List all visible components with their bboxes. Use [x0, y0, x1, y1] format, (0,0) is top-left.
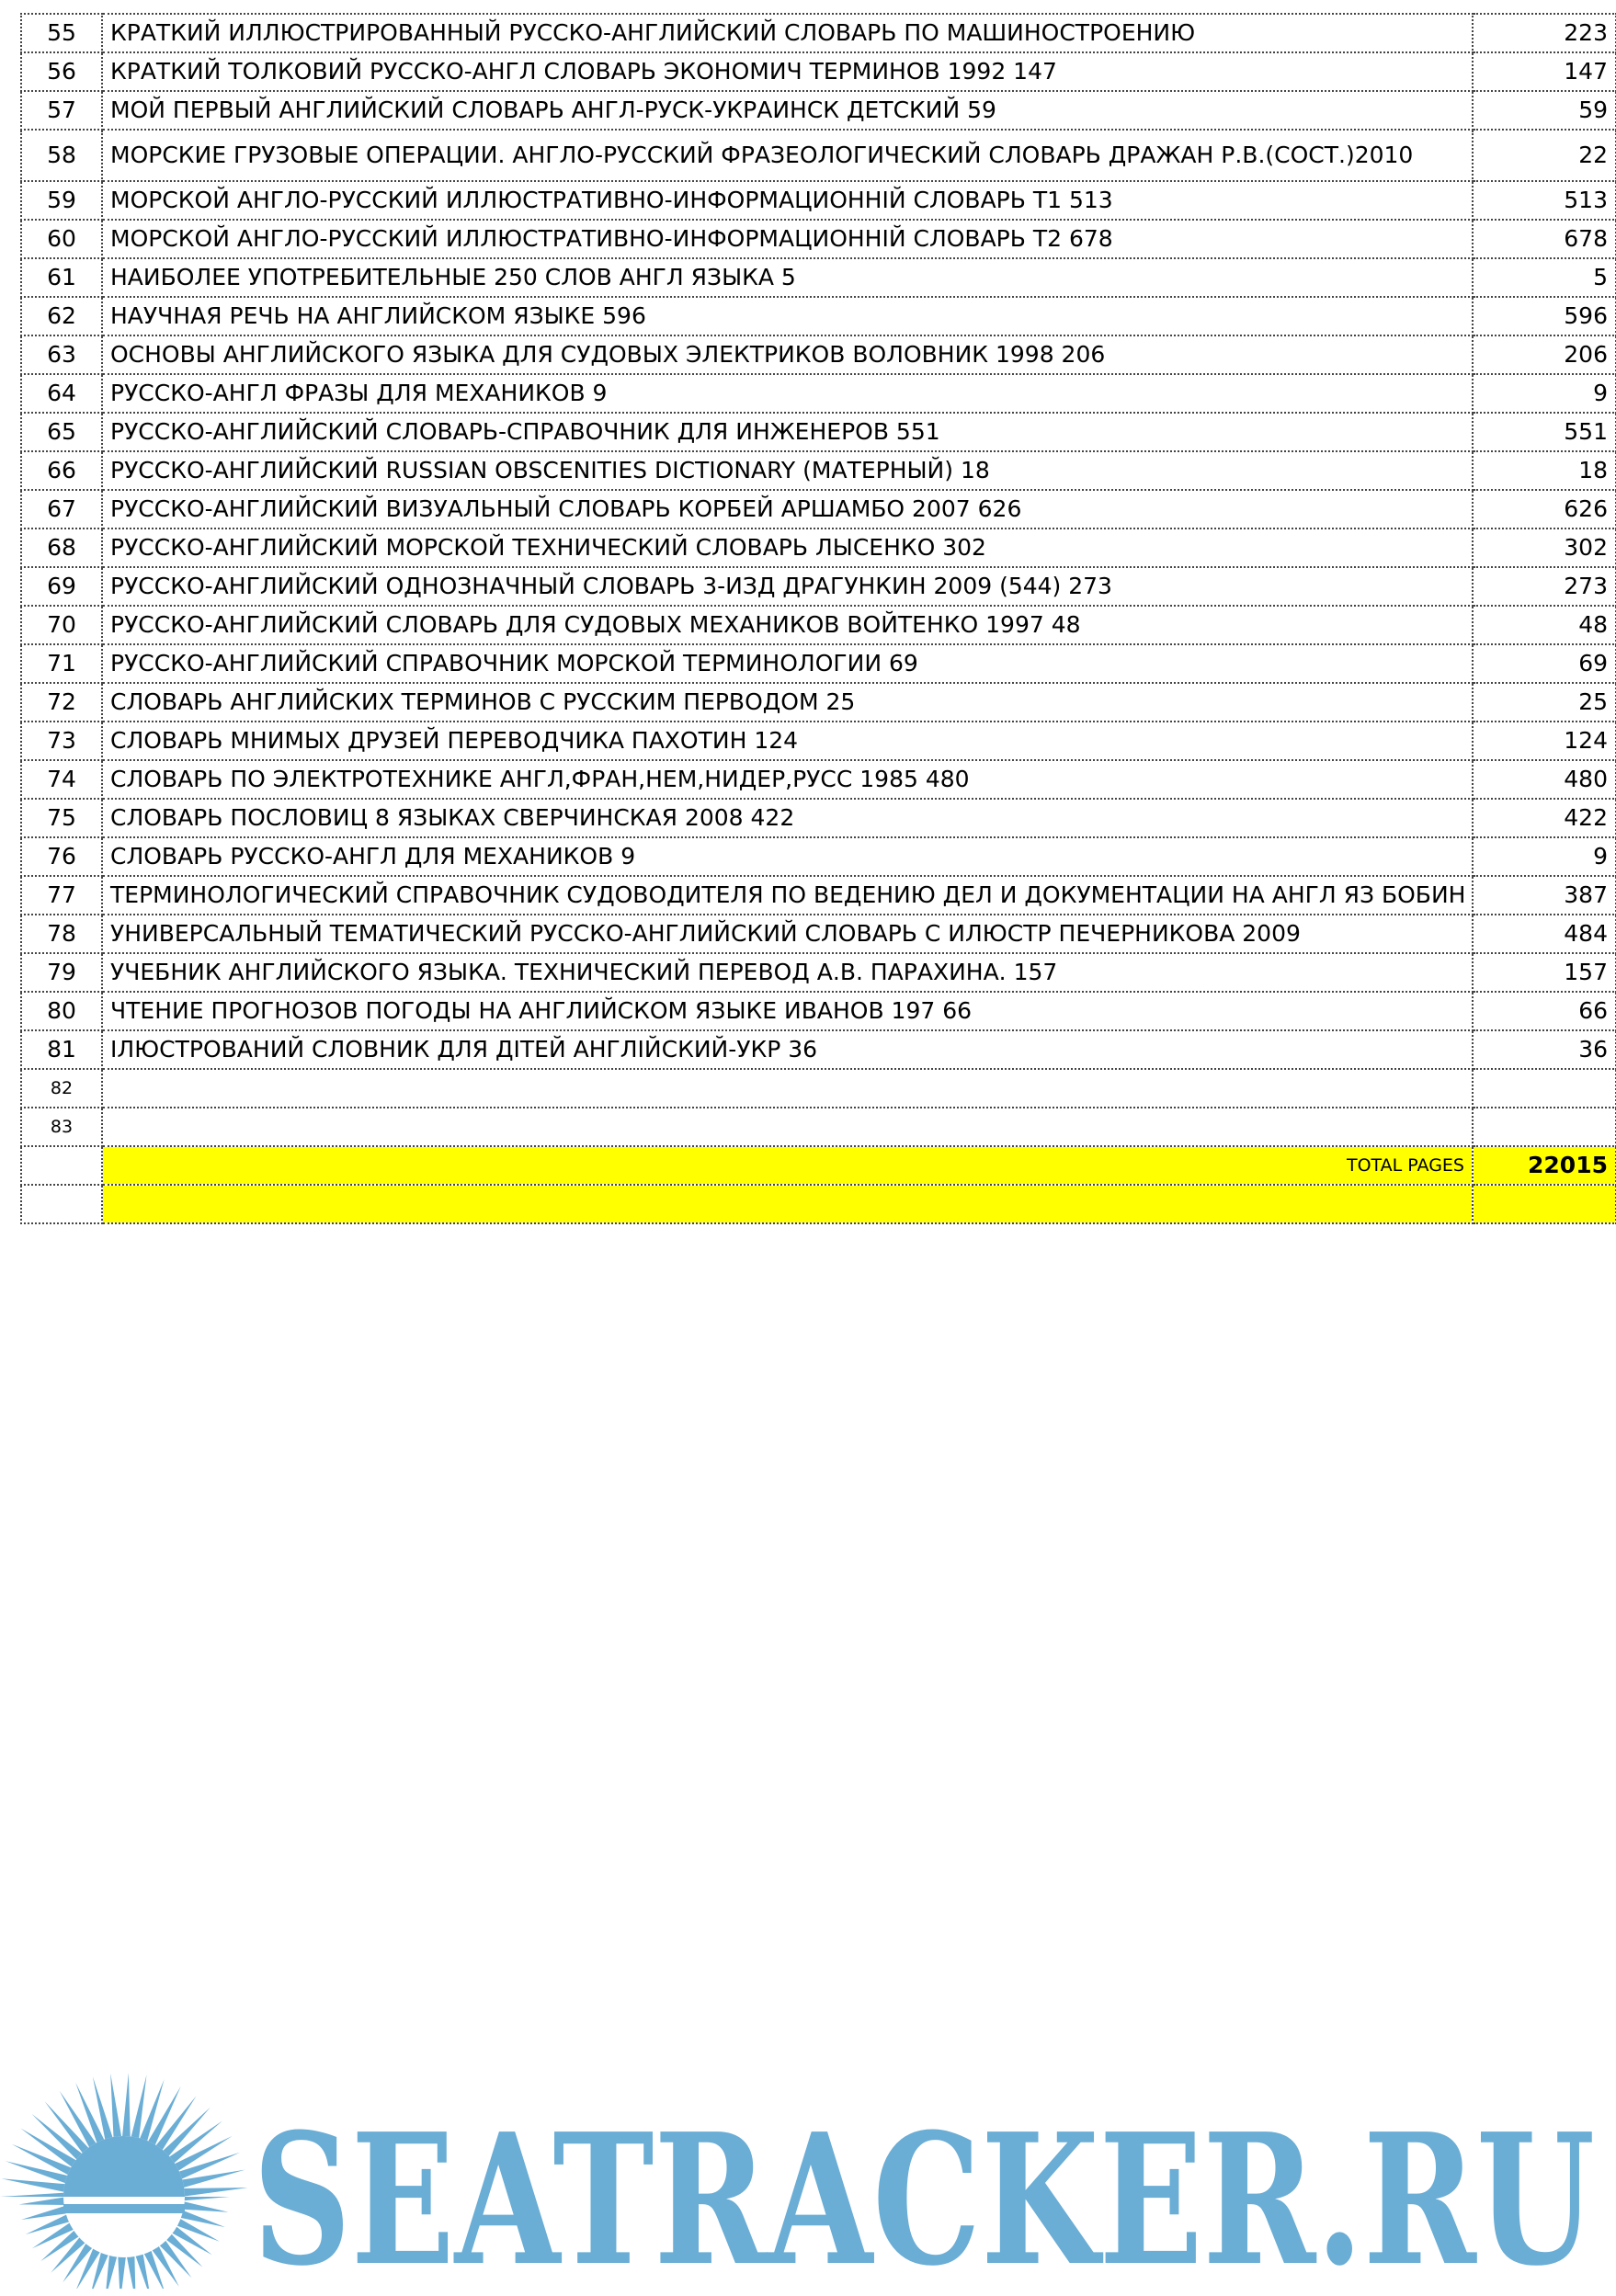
page-count: 302 — [1473, 529, 1616, 567]
page-count: 387 — [1473, 876, 1616, 915]
table-row — [21, 91, 1616, 130]
book-title: СЛОВАРЬ РУССКО-АНГЛ ДЛЯ МЕХАНИКОВ 9 — [102, 837, 1473, 876]
book-title: СЛОВАРЬ АНГЛИЙСКИХ ТЕРМИНОВ С РУССКИМ ПЕРВОДОМ 25 — [102, 683, 1473, 722]
table-row — [21, 258, 1616, 297]
book-title: РУССКО-АНГЛИЙСКИЙ ОДНОЗНАЧНЫЙ СЛОВАРЬ 3-ИЗД ДРАГУНКИН 2009 (544) 273 — [102, 567, 1473, 606]
row-number: 68 — [21, 529, 102, 567]
book-title: МОРСКИЕ ГРУЗОВЫЕ ОПЕРАЦИИ. АНГЛО-РУССКИЙ ФРАЗЕОЛОГИЧЕСКИЙ СЛОВАРЬ ДРАЖАН Р.В.(СОСТ.)2010 — [102, 130, 1473, 181]
book-title: МОРСКОЙ АНГЛО-РУССКИЙ ИЛЛЮСТРАТИВНО-ИНФОРМАЦИОННІЙ СЛОВАРЬ Т1 513 — [102, 181, 1473, 220]
row-number: 65 — [21, 413, 102, 451]
total-label: TOTAL PAGES — [102, 1146, 1473, 1185]
page-count: 422 — [1473, 799, 1616, 837]
row-number: 81 — [21, 1030, 102, 1069]
page-count: 484 — [1473, 915, 1616, 953]
table-row — [21, 14, 1616, 52]
book-title: ІЛЮСТРОВАНИЙ СЛОВНИК ДЛЯ ДІТЕЙ АНГЛІЙСКИЙ-УКР 36 — [102, 1030, 1473, 1069]
row-number: 69 — [21, 567, 102, 606]
table-body — [21, 14, 1616, 1223]
page-count: 25 — [1473, 683, 1616, 722]
book-title: МОРСКОЙ АНГЛО-РУССКИЙ ИЛЛЮСТРАТИВНО-ИНФОРМАЦИОННІЙ СЛОВАРЬ Т2 678 — [102, 220, 1473, 258]
page-count: 59 — [1473, 91, 1616, 130]
row-number: 75 — [21, 799, 102, 837]
table-row — [21, 335, 1616, 374]
book-list-table — [20, 13, 1616, 1224]
book-title: ОСНОВЫ АНГЛИЙСКОГО ЯЗЫКА ДЛЯ СУДОВЫХ ЭЛЕКТРИКОВ ВОЛОВНИК 1998 206 — [102, 335, 1473, 374]
page-count: 36 — [1473, 1030, 1616, 1069]
book-title — [102, 1069, 1473, 1108]
table-row — [21, 876, 1616, 915]
table-row — [21, 490, 1616, 529]
table-row — [21, 683, 1616, 722]
row-number — [21, 1146, 102, 1185]
row-number: 55 — [21, 14, 102, 52]
book-title: ТЕРМИНОЛОГИЧЕСКИЙ СПРАВОЧНИК СУДОВОДИТЕЛЯ ПО ВЕДЕНИЮ ДЕЛ И ДОКУМЕНТАЦИИ НА АНГЛ ЯЗ БОБИН — [102, 876, 1473, 915]
row-number — [21, 1185, 102, 1223]
page-count: 626 — [1473, 490, 1616, 529]
table-row — [21, 130, 1616, 181]
book-title: ЧТЕНИЕ ПРОГНОЗОВ ПОГОДЫ НА АНГЛИЙСКОМ ЯЗЫКЕ ИВАНОВ 197 66 — [102, 992, 1473, 1030]
page-count: 206 — [1473, 335, 1616, 374]
page-count — [1473, 1185, 1616, 1223]
book-title: МОЙ ПЕРВЫЙ АНГЛИЙСКИЙ СЛОВАРЬ АНГЛ-РУСК-УКРАИНСК ДЕТСКИЙ 59 — [102, 91, 1473, 130]
total-row — [21, 1146, 1616, 1185]
row-number: 56 — [21, 52, 102, 91]
row-number: 72 — [21, 683, 102, 722]
page-count: 147 — [1473, 52, 1616, 91]
row-number: 62 — [21, 297, 102, 335]
table-row — [21, 992, 1616, 1030]
book-title: СЛОВАРЬ ПОСЛОВИЦ 8 ЯЗЫКАХ СВЕРЧИНСКАЯ 2008 422 — [102, 799, 1473, 837]
table-row — [21, 297, 1616, 335]
row-number: 80 — [21, 992, 102, 1030]
seatracker-logo — [0, 2059, 1616, 2289]
book-title: РУССКО-АНГЛИЙСКИЙ МОРСКОЙ ТЕХНИЧЕСКИЙ СЛОВАРЬ ЛЫСЕНКО 302 — [102, 529, 1473, 567]
page-count — [1473, 1108, 1616, 1146]
table-row — [21, 374, 1616, 413]
book-title: УЧЕБНИК АНГЛИЙСКОГО ЯЗЫКА. ТЕХНИЧЕСКИЙ ПЕРЕВОД А.В. ПАРАХИНА. 157 — [102, 953, 1473, 992]
table-row — [21, 567, 1616, 606]
book-title — [102, 1185, 1473, 1223]
table-row — [21, 722, 1616, 760]
book-title: РУССКО-АНГЛИЙСКИЙ ВИЗУАЛЬНЫЙ СЛОВАРЬ КОРБЕЙ АРШАМБО 2007 626 — [102, 490, 1473, 529]
row-number: 63 — [21, 335, 102, 374]
page-count: 18 — [1473, 451, 1616, 490]
row-number: 83 — [21, 1108, 102, 1146]
row-number: 76 — [21, 837, 102, 876]
book-title: КРАТКИЙ ТОЛКОВИЙ РУССКО-АНГЛ СЛОВАРЬ ЭКОНОМИЧ ТЕРМИНОВ 1992 147 — [102, 52, 1473, 91]
row-number: 67 — [21, 490, 102, 529]
book-title: РУССКО-АНГЛИЙСКИЙ СЛОВАРЬ ДЛЯ СУДОВЫХ МЕХАНИКОВ ВОЙТЕНКО 1997 48 — [102, 606, 1473, 644]
table-row — [21, 837, 1616, 876]
book-title: СЛОВАРЬ МНИМЫХ ДРУЗЕЙ ПЕРЕВОДЧИКА ПАХОТИН 124 — [102, 722, 1473, 760]
table-row — [21, 644, 1616, 683]
page-count: 22 — [1473, 130, 1616, 181]
logo-text: SEATRACKER.RU — [253, 2095, 1595, 2289]
book-title: НАУЧНАЯ РЕЧЬ НА АНГЛИЙСКОМ ЯЗЫКЕ 596 — [102, 297, 1473, 335]
table-row — [21, 953, 1616, 992]
table-row — [21, 52, 1616, 91]
book-title: РУССКО-АНГЛИЙСКИЙ СЛОВАРЬ-СПРАВОЧНИК ДЛЯ ИНЖЕНЕРОВ 551 — [102, 413, 1473, 451]
page-count: 480 — [1473, 760, 1616, 799]
table-row — [21, 181, 1616, 220]
row-number: 71 — [21, 644, 102, 683]
row-number: 74 — [21, 760, 102, 799]
row-number: 78 — [21, 915, 102, 953]
page-count: 9 — [1473, 374, 1616, 413]
table-row — [21, 606, 1616, 644]
row-number: 79 — [21, 953, 102, 992]
row-number: 77 — [21, 876, 102, 915]
row-number: 64 — [21, 374, 102, 413]
page-count — [1473, 1069, 1616, 1108]
book-title: РУССКО-АНГЛИЙСКИЙ RUSSIAN OBSCENITIES DICTIONARY (МАТЕРНЫЙ) 18 — [102, 451, 1473, 490]
page-count: 157 — [1473, 953, 1616, 992]
book-title: СЛОВАРЬ ПО ЭЛЕКТРОТЕХНИКЕ АНГЛ,ФРАН,НЕМ,НИДЕР,РУСС 1985 480 — [102, 760, 1473, 799]
page-count: 596 — [1473, 297, 1616, 335]
page-count: 273 — [1473, 567, 1616, 606]
table-row — [21, 529, 1616, 567]
page-count: 5 — [1473, 258, 1616, 297]
table-row — [21, 220, 1616, 258]
book-title: НАИБОЛЕЕ УПОТРЕБИТЕЛЬНЫЕ 250 СЛОВ АНГЛ ЯЗЫКА 5 — [102, 258, 1473, 297]
sun-burst-icon — [0, 2073, 248, 2289]
book-title: РУССКО-АНГЛ ФРАЗЫ ДЛЯ МЕХАНИКОВ 9 — [102, 374, 1473, 413]
page-count: 678 — [1473, 220, 1616, 258]
page-count: 513 — [1473, 181, 1616, 220]
page-count: 9 — [1473, 837, 1616, 876]
row-number: 66 — [21, 451, 102, 490]
empty-row — [21, 1069, 1616, 1108]
row-number: 82 — [21, 1069, 102, 1108]
table-row — [21, 451, 1616, 490]
row-number: 70 — [21, 606, 102, 644]
page-count: 48 — [1473, 606, 1616, 644]
book-title: РУССКО-АНГЛИЙСКИЙ СПРАВОЧНИК МОРСКОЙ ТЕРМИНОЛОГИИ 69 — [102, 644, 1473, 683]
row-number: 57 — [21, 91, 102, 130]
page-count: 66 — [1473, 992, 1616, 1030]
table-row — [21, 760, 1616, 799]
page-count: 69 — [1473, 644, 1616, 683]
table-row — [21, 413, 1616, 451]
total-value: 22015 — [1473, 1146, 1616, 1185]
book-title — [102, 1108, 1473, 1146]
table-row — [21, 915, 1616, 953]
row-number: 61 — [21, 258, 102, 297]
book-title: КРАТКИЙ ИЛЛЮСТРИРОВАННЫЙ РУССКО-АНГЛИЙСКИЙ СЛОВАРЬ ПО МАШИНОСТРОЕНИЮ — [102, 14, 1473, 52]
table-row — [21, 1030, 1616, 1069]
blank-highlight-row — [21, 1185, 1616, 1223]
page-count: 124 — [1473, 722, 1616, 760]
row-number: 58 — [21, 130, 102, 181]
row-number: 73 — [21, 722, 102, 760]
book-title: УНИВЕРСАЛЬНЫЙ ТЕМАТИЧЕСКИЙ РУССКО-АНГЛИЙСКИЙ СЛОВАРЬ С ИЛЮСТР ПЕЧЕРНИКОВА 2009 — [102, 915, 1473, 953]
page-count: 551 — [1473, 413, 1616, 451]
page-count: 223 — [1473, 14, 1616, 52]
row-number: 60 — [21, 220, 102, 258]
empty-row — [21, 1108, 1616, 1146]
table-row — [21, 799, 1616, 837]
row-number: 59 — [21, 181, 102, 220]
